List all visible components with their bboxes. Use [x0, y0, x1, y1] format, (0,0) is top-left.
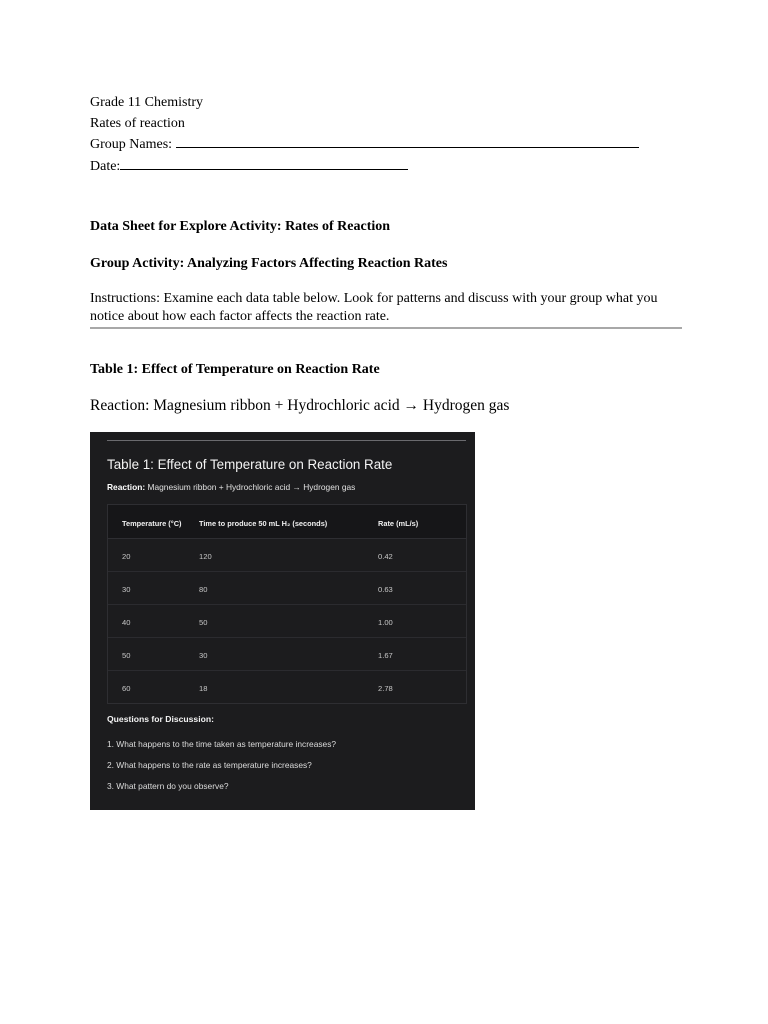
reaction-text: Magnesium ribbon + Hydrochloric acid → Hydrogen gas [145, 482, 356, 492]
question-item: 3. What pattern do you observe? [107, 781, 229, 791]
date-label: Date: [90, 158, 121, 174]
table-cell: 0.42 [378, 552, 393, 561]
screenshot-reaction [107, 482, 355, 492]
activity-title: Group Activity: Analyzing Factors Affecting Reaction Rates [90, 256, 448, 271]
table-cell: 40 [122, 618, 131, 627]
table-cell: 30 [199, 651, 208, 660]
table-header-row [108, 505, 466, 539]
table-row [108, 572, 466, 605]
table-row [108, 671, 466, 703]
table-row [108, 638, 466, 671]
group-names-line [90, 134, 680, 156]
divider [107, 440, 466, 441]
question-item: 1. What happens to the time taken as temperature increases? [107, 739, 337, 749]
table-cell: 18 [199, 684, 208, 693]
data-table [107, 504, 467, 704]
sheet-title: Data Sheet for Explore Activity: Rates of Reaction [90, 219, 391, 234]
embedded-table-screenshot [90, 432, 475, 810]
column-header-temperature: Temperature (°C) [122, 518, 182, 528]
table-cell: 80 [199, 585, 208, 594]
questions-heading: Questions for Discussion: [107, 714, 214, 724]
date-line [90, 156, 680, 178]
reaction-line: Reaction: Magnesium ribbon + Hydrochloric acid → Hydrogen gas [90, 397, 510, 414]
column-header-rate: Rate (mL/s) [378, 518, 419, 528]
table-row [108, 605, 466, 638]
table-cell: 30 [122, 585, 131, 594]
screenshot-title: Table 1: Effect of Temperature on Reaction Rate [107, 457, 393, 472]
table-cell: 50 [199, 618, 208, 627]
topic-line: Rates of reaction [90, 115, 185, 131]
date-blank [120, 156, 408, 170]
document-body [90, 93, 680, 416]
table-cell: 120 [199, 552, 212, 561]
table-cell: 60 [122, 684, 131, 693]
reaction-label: Reaction: [107, 482, 146, 492]
table-row [108, 539, 466, 572]
question-item: 2. What happens to the rate as temperature increases? [107, 760, 312, 770]
instructions: Instructions: Examine each data table below. Look for patterns and discuss with your group what you notice about how each factor affects the reaction rate. [90, 290, 680, 329]
table-cell: 1.67 [378, 651, 393, 660]
course-line: Grade 11 Chemistry [90, 95, 204, 110]
table-cell: 1.00 [378, 618, 393, 627]
table-cell: 0.63 [378, 585, 393, 594]
table-cell: 2.78 [378, 684, 393, 693]
table-cell: 20 [122, 552, 131, 561]
table-cell: 50 [122, 651, 131, 660]
column-header-time: Time to produce 50 mL H₂ (seconds) [199, 518, 328, 528]
group-names-label: Group Names: [90, 137, 176, 152]
table1-heading: Table 1: Effect of Temperature on Reaction Rate [90, 362, 380, 377]
group-names-blank [176, 134, 639, 148]
